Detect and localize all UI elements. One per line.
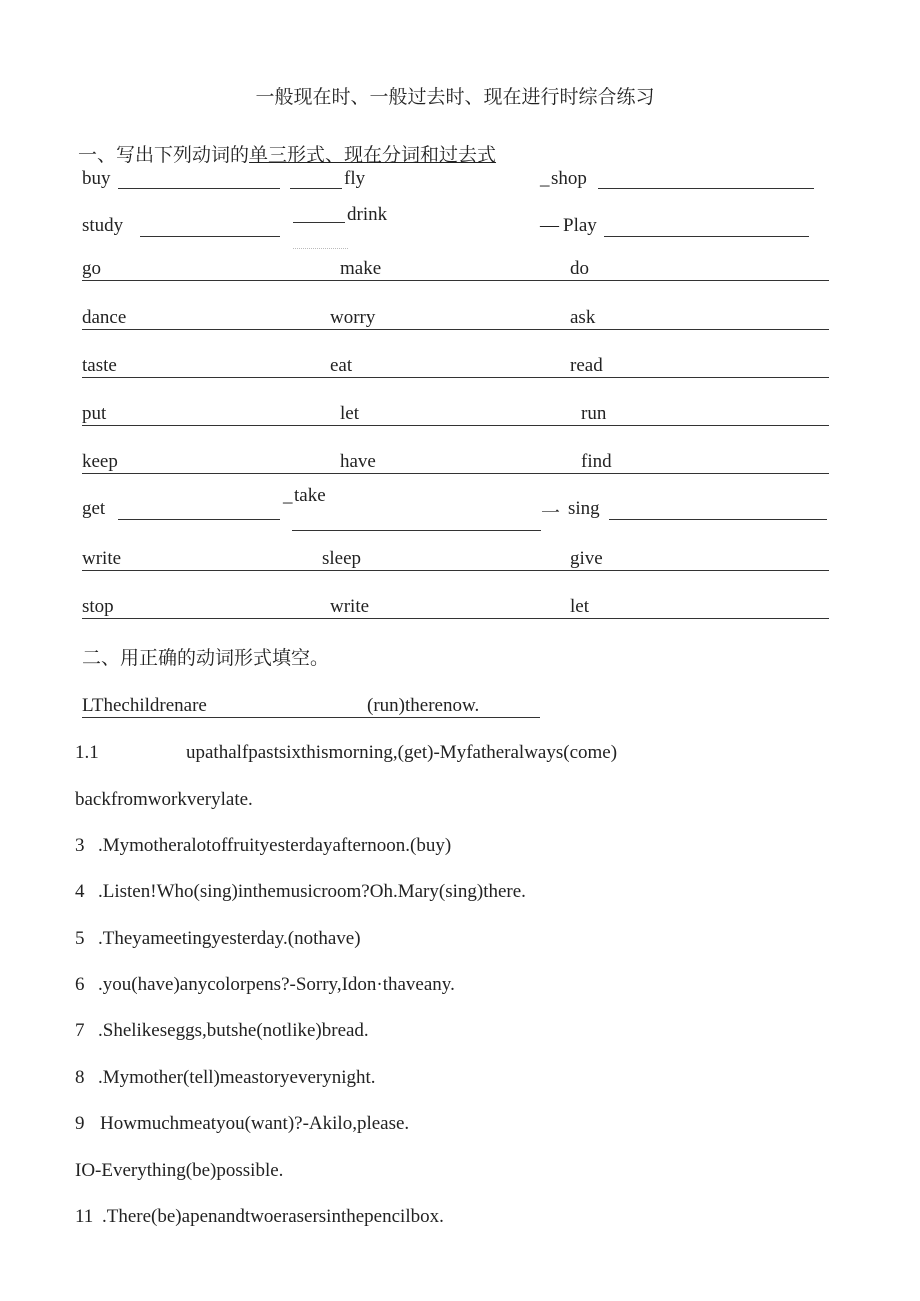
verb-keep: keep	[82, 451, 118, 472]
question-text: .Mymother(tell)meastoryeverynight.	[98, 1067, 376, 1088]
verb-dance: dance	[82, 307, 127, 328]
verb-put: put	[82, 403, 107, 424]
verb-eat: eat	[330, 355, 353, 376]
verb-drink: drink	[347, 204, 388, 225]
verb-find: find	[581, 451, 612, 472]
verb-read: read	[570, 355, 603, 376]
verb-go: go	[82, 258, 101, 279]
verb-take: take	[294, 485, 326, 506]
question-number: 8	[75, 1067, 85, 1088]
dotted-guide	[293, 248, 348, 249]
question-number: 6	[75, 974, 85, 995]
answer-line-row4[interactable]	[82, 329, 829, 330]
question-text: upathalfpastsixthismorning,(get)-Myfatheralways(come)	[186, 742, 618, 763]
verb-write: write	[82, 548, 122, 569]
verb-stop: stop	[82, 596, 114, 617]
section2-heading: 二、用正确的动词形式填空。	[82, 647, 330, 669]
answer-blank-play[interactable]	[604, 236, 809, 237]
question-text: .There(be)apenandtwoerasersinthepencilbox.	[102, 1206, 444, 1227]
verb-let-2: let	[570, 596, 589, 617]
verb-shop: shop	[551, 168, 587, 189]
answer-underline[interactable]	[82, 717, 540, 718]
verb-make: make	[340, 258, 382, 279]
question-text: backfromworkverylate.	[75, 789, 253, 810]
question-text: IO-Everything(be)possible.	[75, 1160, 284, 1181]
question-number: 1.1	[75, 742, 99, 763]
answer-line-row10[interactable]	[82, 618, 829, 619]
section1-heading-prefix: 一、写出下列动词的	[78, 144, 250, 166]
prefix-mark-play: —	[540, 215, 559, 236]
verb-ask: ask	[570, 307, 596, 328]
question-text: LThechildrenare	[82, 695, 207, 716]
verb-write-2: write	[330, 596, 370, 617]
prefix-mark-take: _	[283, 485, 293, 506]
answer-blank-sing[interactable]	[609, 519, 827, 520]
question-number: 11	[75, 1206, 94, 1227]
verb-taste: taste	[82, 355, 117, 376]
question-text: .Listen!Who(sing)inthemusicroom?Oh.Mary(sing)there.	[98, 881, 526, 902]
section1-heading-underlined: 单三形式、现在分词和过去式	[249, 144, 497, 166]
answer-blank-get[interactable]	[118, 519, 280, 520]
question-number: 7	[75, 1020, 85, 1041]
answer-blank-study[interactable]	[140, 236, 280, 237]
question-number: 4	[75, 881, 85, 902]
verb-study: study	[82, 215, 124, 236]
verb-sing: sing	[568, 498, 600, 519]
verb-run: run	[581, 403, 607, 424]
question-number: 3	[75, 835, 85, 856]
question-text: (run)therenow.	[367, 695, 480, 716]
question-number: 5	[75, 928, 85, 949]
question-text: .Mymotheralotoffruityesterdayafternoon.(buy)	[98, 835, 452, 856]
answer-blank-buy[interactable]	[118, 188, 280, 189]
question-text: .Theyameetingyesterday.(nothave)	[98, 928, 361, 949]
verb-give: give	[570, 548, 603, 569]
answer-blank-fly-prefix[interactable]	[290, 188, 342, 189]
answer-line-row9[interactable]	[82, 570, 829, 571]
answer-blank-shop[interactable]	[598, 188, 814, 189]
verb-get: get	[82, 498, 106, 519]
question-text: .you(have)anycolorpens?-Sorry,Idon·thaveany.	[98, 974, 455, 995]
answer-line-row7[interactable]	[82, 473, 829, 474]
question-number: 9	[75, 1113, 85, 1134]
verb-buy: buy	[82, 168, 111, 189]
answer-line-row3[interactable]	[82, 280, 829, 281]
question-text: Howmuchmeatyou(want)?-Akilo,please.	[100, 1113, 410, 1134]
verb-have: have	[340, 451, 376, 472]
answer-blank-drink-prefix[interactable]	[293, 222, 345, 223]
answer-line-row5[interactable]	[82, 377, 829, 378]
answer-line-row6[interactable]	[82, 425, 829, 426]
prefix-mark-shop: _	[540, 168, 550, 189]
verb-play: Play	[563, 215, 597, 236]
page-title: 一般现在时、一般过去时、现在进行时综合练习	[255, 86, 655, 108]
answer-blank-take[interactable]	[292, 530, 541, 531]
question-text: .Shelikeseggs,butshe(notlike)bread.	[98, 1020, 369, 1041]
prefix-mark-sing: 一	[541, 503, 561, 524]
verb-sleep: sleep	[322, 548, 362, 569]
verb-fly: fly	[344, 168, 366, 189]
verb-let: let	[340, 403, 359, 424]
section1-heading	[78, 140, 496, 167]
verb-do: do	[570, 258, 589, 279]
verb-worry: worry	[330, 307, 376, 328]
